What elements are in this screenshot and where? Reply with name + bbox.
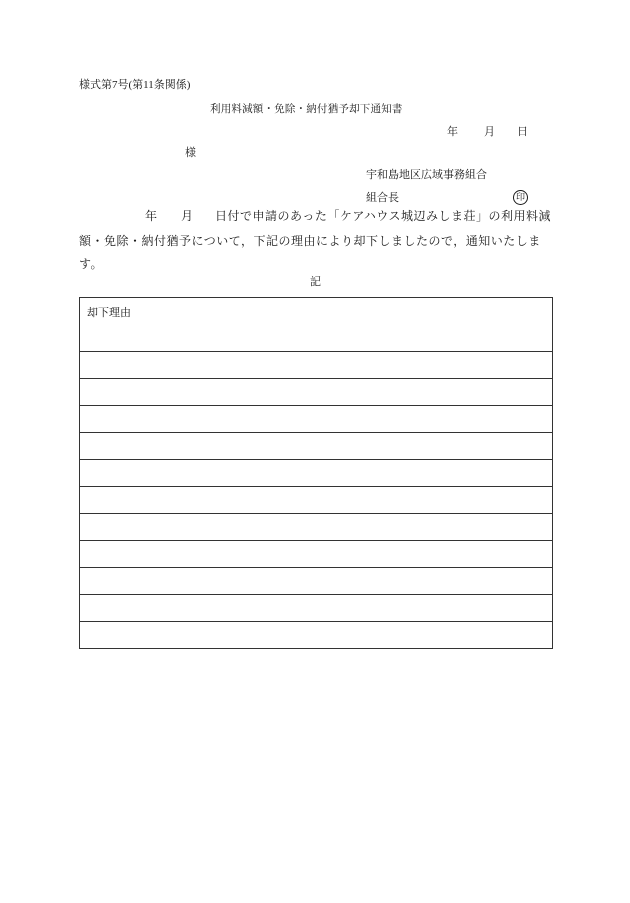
record-mark: 記: [310, 276, 321, 288]
date-day-label: 日: [517, 126, 528, 138]
addressee-suffix: 様: [185, 147, 196, 159]
body-line-3: す。: [79, 257, 104, 271]
seal-mark-icon: 印: [513, 190, 528, 205]
date-year-label: 年: [447, 126, 458, 138]
reason-row: [80, 567, 552, 594]
rejection-reason-label: 却下理由: [87, 307, 131, 319]
reason-row: [80, 513, 552, 540]
reason-row: [80, 459, 552, 486]
table-header-row: [80, 298, 552, 351]
reason-row: [80, 405, 552, 432]
body-month-label: 月: [181, 209, 194, 223]
reason-row: [80, 621, 552, 648]
sender-title: 組合長: [366, 192, 399, 204]
body-line-2: 額・免除・納付猶予について，下記の理由により却下しましたので，通知いたしま: [79, 234, 541, 248]
reason-row: [80, 540, 552, 567]
reason-row: [80, 486, 552, 513]
sender-organization: 宇和島地区広域事務組合: [366, 169, 487, 181]
body-line-1: 日付で申請のあった「ケアハウス城辺みしま荘」の利用料減: [215, 209, 552, 223]
reason-row: [80, 351, 552, 378]
reason-row: [80, 594, 552, 621]
reason-row: [80, 378, 552, 405]
form-number: 様式第7号(第11条関係): [79, 79, 191, 91]
rejection-reason-table: [79, 297, 553, 649]
body-year-label: 年: [145, 209, 158, 223]
reason-row: [80, 432, 552, 459]
date-month-label: 月: [484, 126, 495, 138]
document-title: 利用料減額・免除・納付猶予却下通知書: [210, 104, 403, 115]
